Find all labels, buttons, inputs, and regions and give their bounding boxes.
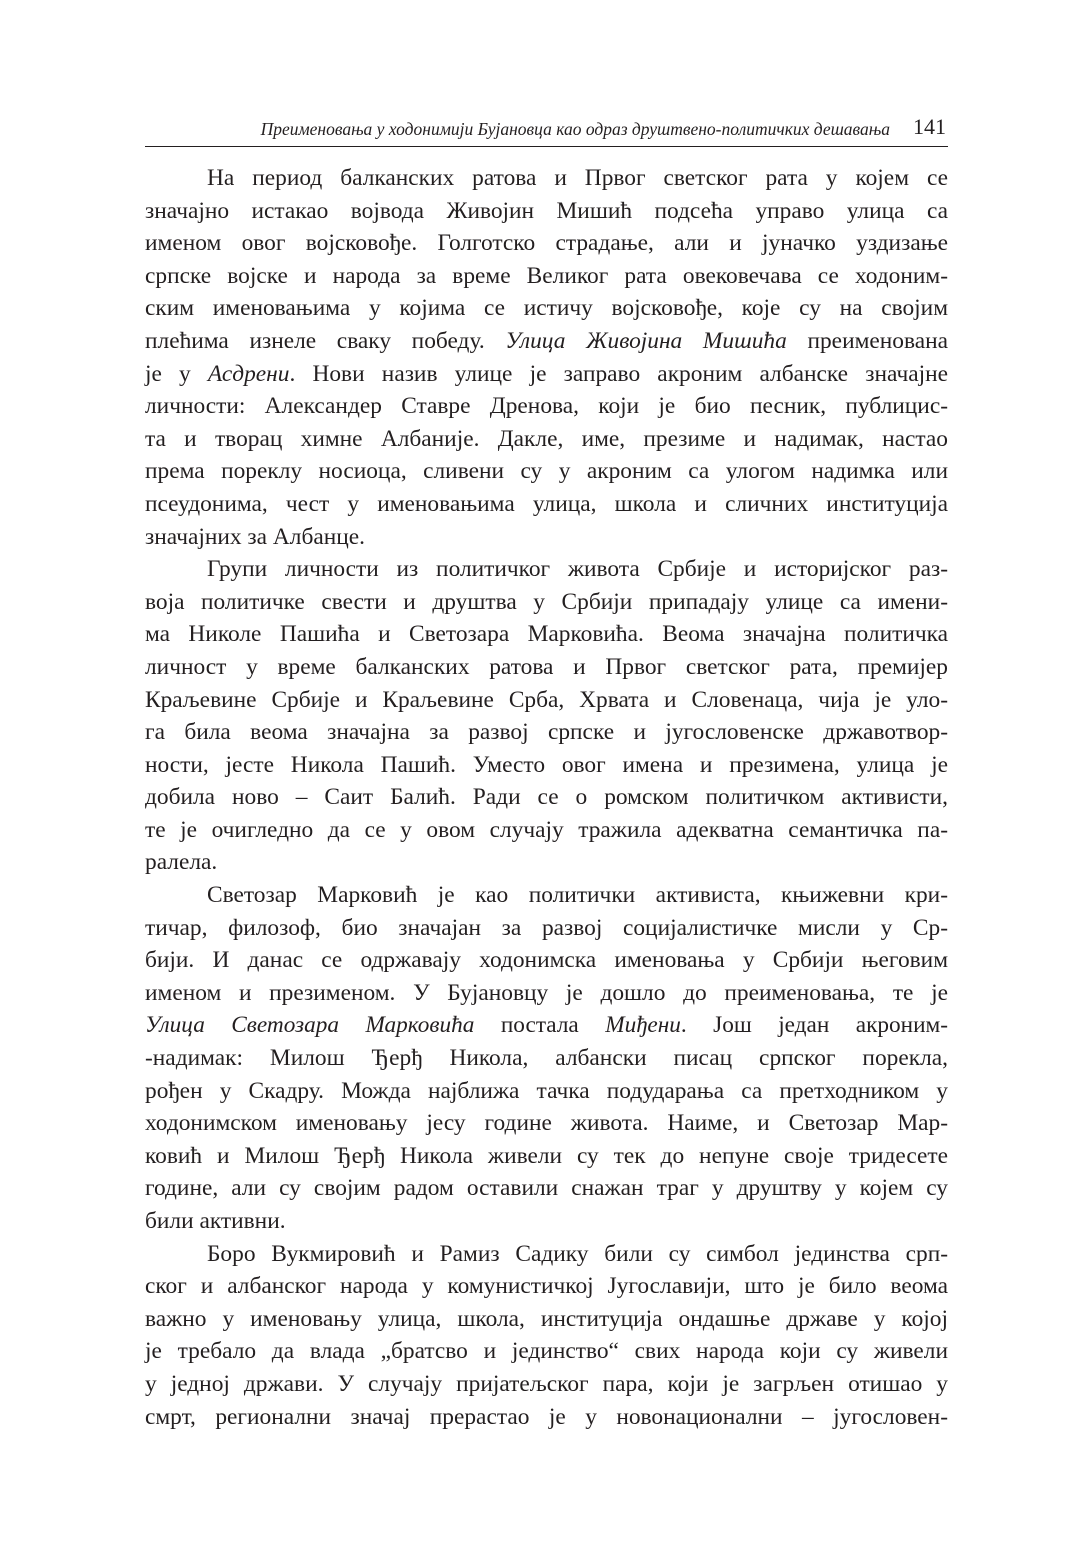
text-line	[145, 521, 948, 554]
text-line	[145, 1368, 948, 1401]
italic-street-name: Улица Светозара Марковића	[145, 1012, 475, 1039]
text-line	[145, 553, 948, 586]
text-segment: тичар, филозоф, био значајан за развој социјалистичке мисли у Ср-	[145, 914, 948, 941]
text-line	[145, 1401, 948, 1434]
text-line	[145, 390, 948, 423]
text-line	[145, 651, 948, 684]
text-segment: именом и презименом. У Бујановцу је дошло до преименовања, те је	[145, 979, 948, 1006]
text-line	[145, 716, 948, 749]
text-segment: ским именовањима у којима се истичу војсковође, које су на својим	[145, 295, 948, 322]
text-line	[145, 1205, 948, 1238]
text-segment: . Још један акроним-	[680, 1012, 949, 1039]
text-segment: Светозар Марковић је као политички активиста, књижевни кри-	[207, 882, 948, 909]
text-segment: личност у време балканских ратова и Првог светског рата, премијер	[145, 653, 948, 680]
text-line	[145, 977, 948, 1010]
italic-street-name: Асдрени	[207, 360, 290, 387]
text-line	[145, 162, 948, 195]
text-segment: били активни.	[145, 1208, 286, 1234]
text-line	[145, 455, 948, 488]
text-line	[145, 846, 948, 879]
paragraph	[145, 553, 948, 879]
text-line	[145, 1172, 948, 1205]
text-segment: године, али су својим радом оставили снажан траг у друштву у којем су	[145, 1175, 948, 1202]
text-segment: именом овог војсковође. Голготско страдање, али и јуначко уздизање	[145, 230, 948, 257]
text-segment: ралела.	[145, 849, 218, 876]
paragraph	[145, 879, 948, 1238]
page-number: 141	[913, 114, 946, 139]
text-line	[145, 814, 948, 847]
text-segment: ма Николе Пашића и Светозара Марковића. Веома значајна политичка	[145, 621, 948, 648]
text-line	[145, 1075, 948, 1108]
text-line	[145, 944, 948, 977]
italic-street-name: Улица Живојина Мишића	[505, 327, 787, 354]
text-line	[145, 423, 948, 456]
text-segment: у једној држави. У случају пријатељског пара, који је загрљен отишао у	[145, 1370, 948, 1397]
text-segment: Боро Вукмировић и Рамиз Садику били су симбол јединства срп-	[207, 1240, 948, 1267]
text-line	[145, 1270, 948, 1303]
text-segment: значајних за Албанце.	[145, 523, 366, 550]
text-line	[145, 586, 948, 619]
text-line	[145, 749, 948, 782]
text-segment: . Нови назив улице је заправо акроним албанске значајне	[289, 360, 948, 387]
text-line	[145, 488, 948, 521]
text-segment: те је очигледно да се у овом случају тражила адекватна семантичка па-	[145, 816, 948, 843]
text-line	[145, 684, 948, 717]
text-segment: воја политичке свести и друштва у Србији припадају улице са имени-	[145, 588, 948, 615]
text-segment: рођен у Скадру. Можда најближа тачка подударања са претходником у	[145, 1077, 948, 1104]
text-segment: плећима изнеле сваку победу.	[145, 327, 506, 354]
text-line	[145, 1009, 948, 1042]
text-segment: ности, јесте Никола Пашић. Уместо овог имена и презимена, улица је	[145, 751, 948, 778]
paragraph	[145, 1238, 948, 1434]
text-line	[145, 260, 948, 293]
text-line	[145, 195, 948, 228]
text-segment: постала	[474, 1012, 606, 1039]
italic-street-name: Миђени	[605, 1012, 681, 1039]
text-segment: Групи личности из политичког живота Србије и историјског раз-	[207, 556, 948, 583]
text-segment: та и творац химне Албаније. Дакле, име, презиме и надимак, настао	[145, 425, 948, 452]
text-line	[145, 879, 948, 912]
text-segment: српске војске и народа за време Великог рата овековечава се ходоним-	[145, 262, 948, 289]
text-segment: ског и албанског народа у комунистичкој Југославији, што је било веома	[145, 1273, 948, 1300]
text-segment: смрт, регионални значај прерастао је у новонационални – југословен-	[145, 1403, 948, 1430]
text-segment: псеудонима, чест у именовањима улица, школа и сличних институција	[145, 490, 948, 517]
text-segment: ходонимском именовању јесу године живота. Наиме, и Светозар Мар-	[145, 1110, 948, 1137]
text-segment: важно у именовању улица, школа, институција ондашње државе у којој	[145, 1305, 948, 1332]
text-line	[145, 781, 948, 814]
text-segment: -надимак: Милош Ђерђ Никола, албански писац српског порекла,	[145, 1045, 948, 1072]
running-header	[145, 116, 948, 147]
text-segment: је требало да влада „братсво и јединство“ свих народа који су живели	[145, 1338, 948, 1365]
text-segment: преименована	[786, 327, 948, 354]
body-text	[145, 162, 948, 1433]
text-segment: ковић и Милош Ђерђ Никола живели су тек до непуне своје тридесете	[145, 1142, 948, 1169]
text-line	[145, 618, 948, 651]
text-line	[145, 358, 948, 391]
text-line	[145, 1335, 948, 1368]
text-line	[145, 1238, 948, 1271]
text-line	[145, 912, 948, 945]
text-segment: Краљевине Србије и Краљевине Срба, Хрвата и Словенаца, чија је уло-	[145, 686, 948, 713]
paragraph	[145, 162, 948, 553]
text-line	[145, 1140, 948, 1173]
text-segment: На период балканских ратова и Првог светског рата у којем се	[207, 165, 948, 191]
text-line	[145, 292, 948, 325]
text-line	[145, 325, 948, 358]
text-segment: бији. И данас се одржавају ходонимска именовања у Србији његовим	[145, 947, 948, 974]
text-line	[145, 1303, 948, 1336]
text-line	[145, 1107, 948, 1140]
text-segment: значајно истакао војвода Живојин Мишић подсећа управо улица са	[145, 197, 948, 224]
text-segment: добила ново – Саит Балић. Ради се о ромском политичком активисти,	[145, 784, 948, 811]
text-segment: личности: Александер Ставре Дренова, који је био песник, публицис-	[145, 393, 948, 420]
text-line	[145, 1042, 948, 1075]
text-segment: га била веома значајна за развој српске и југословенске државотвор-	[145, 719, 948, 746]
text-segment: је у	[145, 360, 208, 387]
text-line	[145, 227, 948, 260]
text-segment: према пореклу носиоца, сливени су у акроним са улогом надимка или	[145, 458, 948, 485]
running-title: Преименовања у ходонимији Бујановца као одраз друштвено-политичких дешавања	[260, 119, 890, 139]
